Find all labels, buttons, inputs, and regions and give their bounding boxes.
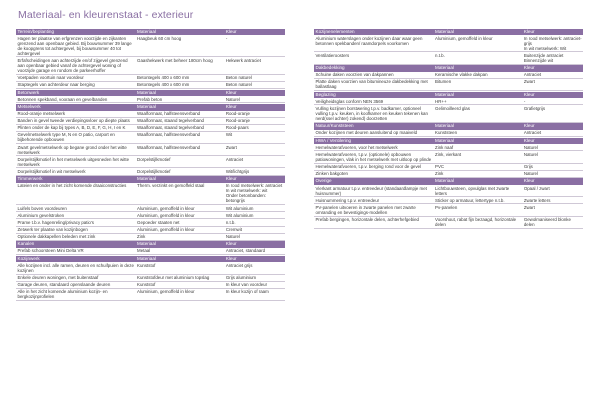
section-title: Metselwerk bbox=[17, 103, 41, 109]
table-row bbox=[16, 289, 285, 301]
row-color: Antraciet bbox=[225, 156, 244, 162]
row-element: Plinten onder de kap bij types A, B, D, E, F, G, H, I en K bbox=[17, 125, 126, 131]
row-color: Antraciet grijs bbox=[225, 262, 253, 268]
table-row bbox=[16, 248, 285, 255]
right-column bbox=[314, 28, 583, 229]
table-row bbox=[16, 275, 285, 282]
table-row bbox=[16, 132, 285, 144]
column-header-color: Kleur bbox=[523, 28, 535, 34]
section-title: Timmerwerk bbox=[17, 176, 43, 182]
column-header-color: Kleur bbox=[225, 176, 237, 182]
row-color: Zwarte letters bbox=[523, 197, 551, 203]
section-header bbox=[16, 256, 285, 263]
row-material: Prefab beton bbox=[137, 96, 163, 102]
row-element: Prefab schoorsteen Mini Delta VR bbox=[17, 248, 84, 254]
table-section bbox=[16, 90, 285, 104]
row-material: Haagbeuk 60 cm hoog bbox=[137, 35, 182, 41]
table-row bbox=[314, 164, 583, 171]
table-row bbox=[16, 111, 285, 118]
row-element: Ventilatieroosters bbox=[315, 52, 350, 58]
column-header-color: Kleur bbox=[523, 137, 535, 143]
row-material: Kunststof bbox=[137, 282, 156, 288]
column-header-color: Kleur bbox=[225, 255, 237, 261]
table-section bbox=[16, 29, 285, 89]
column-header-material: Materiaal bbox=[137, 89, 156, 95]
row-color: Wit aluminium bbox=[225, 212, 254, 218]
column-header-material: Materiaal bbox=[137, 28, 156, 34]
row-color: Grafietgrijs bbox=[523, 105, 546, 111]
row-element: Luifels boven voordeuren bbox=[17, 205, 67, 211]
section-header bbox=[314, 123, 583, 130]
row-material: Kunststeen bbox=[435, 130, 458, 136]
row-color: Rood-oranje bbox=[225, 118, 250, 124]
table-row bbox=[16, 35, 285, 57]
section-title: Beglazing bbox=[315, 91, 336, 97]
row-element: Staptegels van achterdeur naar berging bbox=[17, 82, 95, 88]
table-section bbox=[16, 241, 285, 255]
table-row bbox=[16, 118, 285, 125]
row-color: Zwart bbox=[225, 144, 237, 150]
row-element: Betonnen spekband, vooraan en gevelbanden bbox=[17, 96, 108, 102]
row-color: In rood metselwerk: antraciet-grijs In wit metselwerk: Wit bbox=[523, 35, 582, 51]
row-element: Gevelmetselwerk type M, N en O patio, carport en bijbehorende opbouwen bbox=[17, 132, 115, 143]
column-header-material: Materiaal bbox=[435, 65, 454, 71]
row-color: In kleur kozijn of raam bbox=[225, 289, 269, 295]
column-header-material: Materiaal bbox=[137, 176, 156, 182]
row-color: Zwart bbox=[523, 79, 535, 85]
column-header-material: Materiaal bbox=[435, 123, 454, 129]
section-title: Kanalen bbox=[17, 241, 35, 247]
section-header bbox=[16, 176, 285, 183]
row-material: Kunststof bbox=[137, 262, 156, 268]
section-title: Kozijnwerk bbox=[17, 255, 40, 261]
table-section bbox=[16, 104, 285, 176]
row-color: Wit bbox=[225, 132, 233, 138]
row-element: Zwart gevelmetselwerk op begane grond onder het witte metselwerk bbox=[17, 144, 127, 155]
row-element: Garage deuren, standaard openslaande deuren bbox=[17, 282, 111, 288]
row-material: Therm. verzinkt en gemoffeld staal bbox=[137, 183, 205, 189]
row-element: Veiligheidsglas conform NEN 3569 bbox=[315, 98, 384, 104]
row-element: Hemelwaterafvoeren, voor het metselwerk bbox=[315, 144, 398, 150]
table-row bbox=[314, 98, 583, 105]
row-color: Naturel bbox=[523, 144, 538, 150]
row-element: Optionele dakkapellen beleden met zink bbox=[17, 234, 96, 240]
column-header-material: Materiaal bbox=[435, 178, 454, 184]
table-row bbox=[16, 168, 285, 175]
row-element: Alle kozijnen incl. alle ramen, deuren en schuifpuien in deze kozijnen bbox=[17, 262, 134, 273]
page-title: Materiaal- en kleurenstaat - exterieur bbox=[18, 9, 194, 21]
row-element: Rood-oranje metselwerk bbox=[17, 111, 66, 116]
row-material: Aluminium, gemoffeld in kleur bbox=[435, 35, 493, 41]
row-material: Waalformaat, halfsteensverband bbox=[137, 132, 201, 138]
column-header-material: Materiaal bbox=[137, 255, 156, 261]
row-element: Hagen ter plaatse van erfgrenzen voorzijde en zijkanten grenzend aan openbaar gebied. Bij bouwnummer 39 lange de koopgrens tot achtergevel, bij bouwnummer 40 tot achtergevel bbox=[17, 35, 132, 56]
row-material: Zink naaf bbox=[435, 144, 454, 150]
row-color: Naturel bbox=[523, 171, 538, 177]
table-section bbox=[314, 123, 583, 137]
row-element: Zetwerk ter plaatse van kozijnbogen bbox=[17, 227, 88, 233]
table-row bbox=[16, 75, 285, 82]
row-material: Waalformaat, staand tegelverband bbox=[137, 118, 205, 124]
table-row bbox=[314, 197, 583, 204]
row-color: Naturel bbox=[523, 151, 538, 157]
row-color: Hekwerk antraciet bbox=[225, 57, 261, 63]
table-row bbox=[16, 156, 285, 168]
row-material: Bitumen bbox=[435, 79, 452, 85]
row-color: In rood metselwerk: antraciet In wit metselwerk: wit Onder betonbanden: betongrijs bbox=[225, 183, 283, 204]
row-material: Lichtbouwsteen, opvulglas met zwarte letters bbox=[435, 185, 510, 196]
row-element: Prefab bergingen, horizontale delen, achterhefgebied bbox=[315, 217, 419, 223]
column-header-color: Kleur bbox=[225, 103, 237, 109]
row-material: Sticker op armatuur, lettertype n.t.b. bbox=[435, 197, 505, 203]
table-row bbox=[314, 105, 583, 122]
table-row bbox=[16, 144, 285, 156]
row-material: Zink, vierkant bbox=[435, 151, 462, 157]
row-color: Grijs bbox=[523, 164, 533, 170]
row-element: Aluminium waterslagen onder kozijnen daar waar geen betonnen spekbanden/ raamdorpels voorkomen bbox=[315, 35, 423, 46]
table-row bbox=[16, 282, 285, 289]
row-material: Waalformaat, halfsteensverband bbox=[137, 111, 201, 116]
row-material: Gaashekwerk met beheer 180cm hoog bbox=[137, 57, 213, 63]
row-element: Prame t.b.v. hagenreling/privacy patio's bbox=[17, 219, 94, 225]
row-color: Naturel bbox=[225, 234, 240, 240]
row-color: Antraciet, standaard bbox=[225, 248, 266, 254]
row-element: Lateien en onder in het zicht komende draaiconstructies bbox=[17, 183, 127, 189]
row-element: Zinken bakgoten bbox=[315, 171, 348, 177]
row-element: Aluminium gevelstroken bbox=[17, 212, 65, 218]
row-material: PVC bbox=[435, 164, 445, 170]
row-material: Dorpelstijlkmotief bbox=[137, 168, 171, 174]
column-header-material: Materiaal bbox=[137, 103, 156, 109]
section-header bbox=[16, 104, 285, 111]
row-color: - bbox=[523, 98, 526, 104]
row-material: Kunststofdeur met aluminium topslag bbox=[137, 275, 210, 280]
row-element: Alle in het zicht komende aluminium kozijn- en bergkozijnprofielen bbox=[17, 289, 108, 300]
table-row bbox=[16, 212, 285, 219]
table-row bbox=[16, 219, 285, 226]
row-material: n.t.b. bbox=[435, 52, 445, 58]
row-color: Cremwit bbox=[225, 227, 242, 233]
table-section bbox=[314, 178, 583, 228]
row-element: Banden in gevel tweede verdiepingsvloer op diepte plaats bbox=[17, 118, 130, 124]
row-element: Schuine daken voorzien van dakpannen bbox=[315, 72, 394, 78]
row-color: Naturel bbox=[225, 96, 240, 102]
row-color: - bbox=[225, 35, 228, 41]
row-element: Huisnummering t.p.v. entreedeur bbox=[315, 197, 380, 203]
table-row bbox=[314, 144, 583, 151]
section-header bbox=[314, 29, 583, 36]
table-row bbox=[314, 35, 583, 52]
row-material: Voorshout, rabat fijn bezaagd, horizontale delen bbox=[435, 217, 517, 228]
section-header bbox=[314, 178, 583, 185]
row-element: Enkele deuren woningen, met buitenstaaf bbox=[17, 275, 99, 280]
table-row bbox=[16, 57, 285, 74]
section-title: Dakbedekking bbox=[315, 65, 345, 71]
table-row bbox=[314, 151, 583, 163]
row-color: Wit/lichtgrijs bbox=[225, 168, 250, 174]
column-header-color: Kleur bbox=[523, 178, 535, 184]
row-material: Waalformaat, staand tegelverband bbox=[137, 125, 205, 131]
row-color: In kleur van voordeur bbox=[225, 282, 268, 288]
row-element: Platte daken voorzien van bitumineuze dakbedekking met ballastlaag bbox=[315, 79, 428, 90]
row-element: PV-panelen uitvoeren in zwarte panelen met zwarte omranding en bevestigings-modellen bbox=[315, 204, 416, 215]
row-material: Aluminium, gemoffeld in kleur bbox=[137, 289, 195, 295]
row-material: Gepoeder staaten net bbox=[137, 219, 180, 225]
row-color: Rood-oranje bbox=[225, 111, 250, 116]
row-color: Antraciet bbox=[523, 130, 542, 136]
row-material: Pv-panelen bbox=[435, 204, 458, 210]
table-row bbox=[314, 217, 583, 229]
section-title: Natuur/Kunststeen bbox=[315, 123, 354, 129]
row-material: Metaal bbox=[137, 248, 151, 254]
row-color: Beton naturel bbox=[225, 75, 252, 81]
row-element: Dorpelstijlkmotief in het metselwerk uitgesneden het witte metselwerk bbox=[17, 156, 130, 167]
section-title: Kozijnenelementen bbox=[315, 28, 355, 34]
row-element: Hemelwaterafvoeren, t.p.v. berging rond voor de gevel bbox=[315, 164, 422, 170]
row-element: Vulling kozijnen borstwering t.p.v. badkamer, optioneel vulling t.p.v. keuken, in koofkamer en keuken tekenen kan nerd(ssel achter) zokend) doorzetten bbox=[315, 105, 428, 122]
section-title: Overige bbox=[315, 178, 332, 184]
row-element: Erfafscheidingen aan achterzijde en/of zijgevel grenzend aan openbaar gebied vanaf de achtergevel woning of voorzijde garage en rondom de parkeerhoffer bbox=[17, 57, 128, 74]
row-material: Aluminium, gemoffeld in kleur bbox=[137, 212, 195, 218]
table-section bbox=[16, 176, 285, 241]
table-row bbox=[16, 205, 285, 212]
table-section bbox=[314, 92, 583, 123]
table-row bbox=[16, 227, 285, 234]
column-header-color: Kleur bbox=[523, 65, 535, 71]
row-material: Aluminium, gemoffeld in kleur bbox=[137, 227, 195, 233]
table-row bbox=[314, 79, 583, 91]
row-color: Buitenzijde antraciet Binnenzijde wit bbox=[523, 52, 564, 63]
table-section bbox=[314, 29, 583, 65]
table-row bbox=[16, 183, 285, 205]
section-header bbox=[314, 92, 583, 99]
table-row bbox=[314, 72, 583, 79]
section-header bbox=[16, 29, 285, 36]
row-element: Vierkant armatuur t.p.v. entreedeur (standaardlampje met huisnummer) bbox=[315, 185, 427, 196]
row-material: Dorpelstijlkmotief bbox=[137, 156, 171, 162]
section-title: Terrein/beplanting bbox=[17, 28, 55, 34]
section-header bbox=[314, 138, 583, 145]
column-header-material: Materiaal bbox=[435, 137, 454, 143]
column-header-material: Materiaal bbox=[435, 91, 454, 97]
section-title: Betonwerk bbox=[17, 89, 40, 95]
table-row bbox=[314, 204, 583, 216]
row-material: HR++ bbox=[435, 98, 447, 104]
row-material: Betontegels 400 x 600 mm bbox=[137, 82, 190, 88]
row-material: Zink bbox=[137, 234, 146, 240]
row-color: Gewolmaniseerd blonke delen bbox=[523, 217, 571, 228]
row-element: Hemelwaterafvoeren, t.p.v. (optionele) opbouwen patiowoningen, vlak in het metselwerk met uitloop op plinde bbox=[315, 151, 432, 162]
row-color: Beton naturel bbox=[225, 82, 252, 88]
table-row bbox=[16, 125, 285, 132]
column-header-color: Kleur bbox=[523, 123, 535, 129]
column-header-color: Kleur bbox=[225, 89, 237, 95]
row-element: Voetpaden voortuin naar voordeur bbox=[17, 75, 84, 81]
section-header bbox=[16, 90, 285, 97]
row-color: Zwart bbox=[523, 204, 535, 210]
row-color: Antraciet bbox=[523, 72, 542, 78]
row-color: Opaal / zwart bbox=[523, 185, 550, 191]
row-material: Aluminium, gemoffeld in kleur bbox=[137, 205, 195, 211]
column-header-material: Materiaal bbox=[435, 28, 454, 34]
row-color: n.t.b. bbox=[225, 219, 236, 225]
section-header bbox=[314, 65, 583, 72]
table-row bbox=[16, 82, 285, 89]
row-material: Betontegels 400 x 600 mm bbox=[137, 75, 190, 81]
table-section bbox=[314, 138, 583, 178]
row-color: Wit aluminium bbox=[225, 205, 254, 211]
row-element: Onder kozijnen met deuren aansluitend op maaiveld bbox=[315, 130, 418, 136]
row-color: Grijs aluminium bbox=[225, 275, 257, 280]
row-material: Keramische vlakke dakpan bbox=[435, 72, 488, 78]
column-header-material: Materiaal bbox=[137, 241, 156, 247]
row-material: Zink bbox=[435, 171, 444, 177]
row-color: Rood-paars bbox=[225, 125, 249, 131]
table-section bbox=[16, 256, 285, 301]
table-section bbox=[314, 65, 583, 91]
table-row bbox=[16, 262, 285, 274]
column-header-color: Kleur bbox=[225, 241, 237, 247]
table-row bbox=[314, 130, 583, 137]
row-material: Waalformaat, halfsteensverband bbox=[137, 144, 201, 150]
table-row bbox=[16, 96, 285, 103]
left-column bbox=[16, 28, 285, 301]
row-material: Gelimoilleerd glas bbox=[435, 105, 470, 111]
table-row bbox=[314, 185, 583, 197]
table-row bbox=[314, 171, 583, 178]
column-header-color: Kleur bbox=[523, 91, 535, 97]
section-header bbox=[16, 241, 285, 248]
section-title: HWA / Ventilering bbox=[315, 137, 352, 143]
column-header-color: Kleur bbox=[225, 28, 237, 34]
table-row bbox=[314, 52, 583, 64]
table-row bbox=[16, 234, 285, 241]
row-element: Dorpelstijlkmotief in wit metselwerk bbox=[17, 168, 86, 174]
